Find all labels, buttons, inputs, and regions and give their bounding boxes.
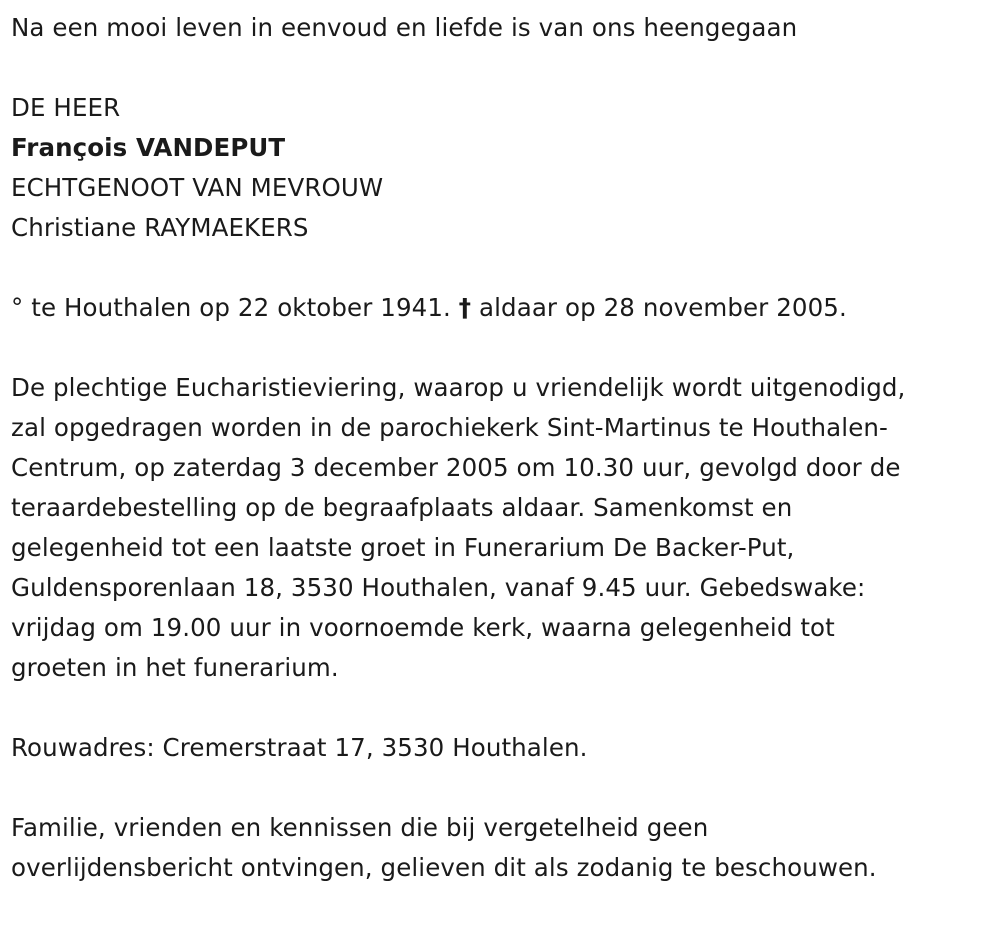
ceremony-line: Centrum, op zaterdag 3 december 2005 om 10.30 uur, gevolgd door de <box>11 453 901 482</box>
relation-text: ECHTGENOOT VAN MEVROUW <box>11 173 384 202</box>
ceremony-line: De plechtige Eucharistieviering, waarop u vriendelijk wordt uitgenodigd, <box>11 373 906 402</box>
spacer <box>11 688 1000 728</box>
ceremony-line: gelegenheid tot een laatste groet in Funerarium De Backer-Put, <box>11 533 795 562</box>
name-block <box>11 88 1000 248</box>
life-dates <box>11 288 1000 328</box>
intro-text: Na een mooi leven in eenvoud en liefde is van ons heengegaan <box>11 13 798 42</box>
mourning-address: Rouwadres: Cremerstraat 17, 3530 Houthalen. <box>11 733 588 762</box>
spacer <box>11 248 1000 288</box>
ceremony-line: zal opgedragen worden in de parochiekerk Sint-Martinus te Houthalen- <box>11 413 888 442</box>
closing-paragraph <box>11 808 1000 888</box>
spacer <box>11 768 1000 808</box>
spacer <box>11 328 1000 368</box>
closing-line: Familie, vrienden en kennissen die bij vergetelheid geen <box>11 813 709 842</box>
ceremony-line: vrijdag om 19.00 uur in voornoemde kerk, waarna gelegenheid tot <box>11 613 835 642</box>
ceremony-line: groeten in het funerarium. <box>11 653 339 682</box>
death-text: aldaar op 28 november 2005. <box>479 293 847 322</box>
closing-line: overlijdensbericht ontvingen, gelieven dit als zodanig te beschouwen. <box>11 853 877 882</box>
spouse-name: Christiane RAYMAEKERS <box>11 213 309 242</box>
spacer <box>11 48 1000 88</box>
honorific-title: DE HEER <box>11 93 121 122</box>
deceased-name: François VANDEPUT <box>11 133 286 162</box>
ceremony-line: Guldensporenlaan 18, 3530 Houthalen, vanaf 9.45 uur. Gebedswake: <box>11 573 866 602</box>
cross-icon: † <box>458 293 472 322</box>
birth-text: te Houthalen op 22 oktober 1941. <box>31 293 451 322</box>
ceremony-line: teraardebestelling op de begraafplaats aldaar. Samenkomst en <box>11 493 793 522</box>
ceremony-paragraph <box>11 368 1000 688</box>
birth-symbol: ° <box>11 293 24 322</box>
